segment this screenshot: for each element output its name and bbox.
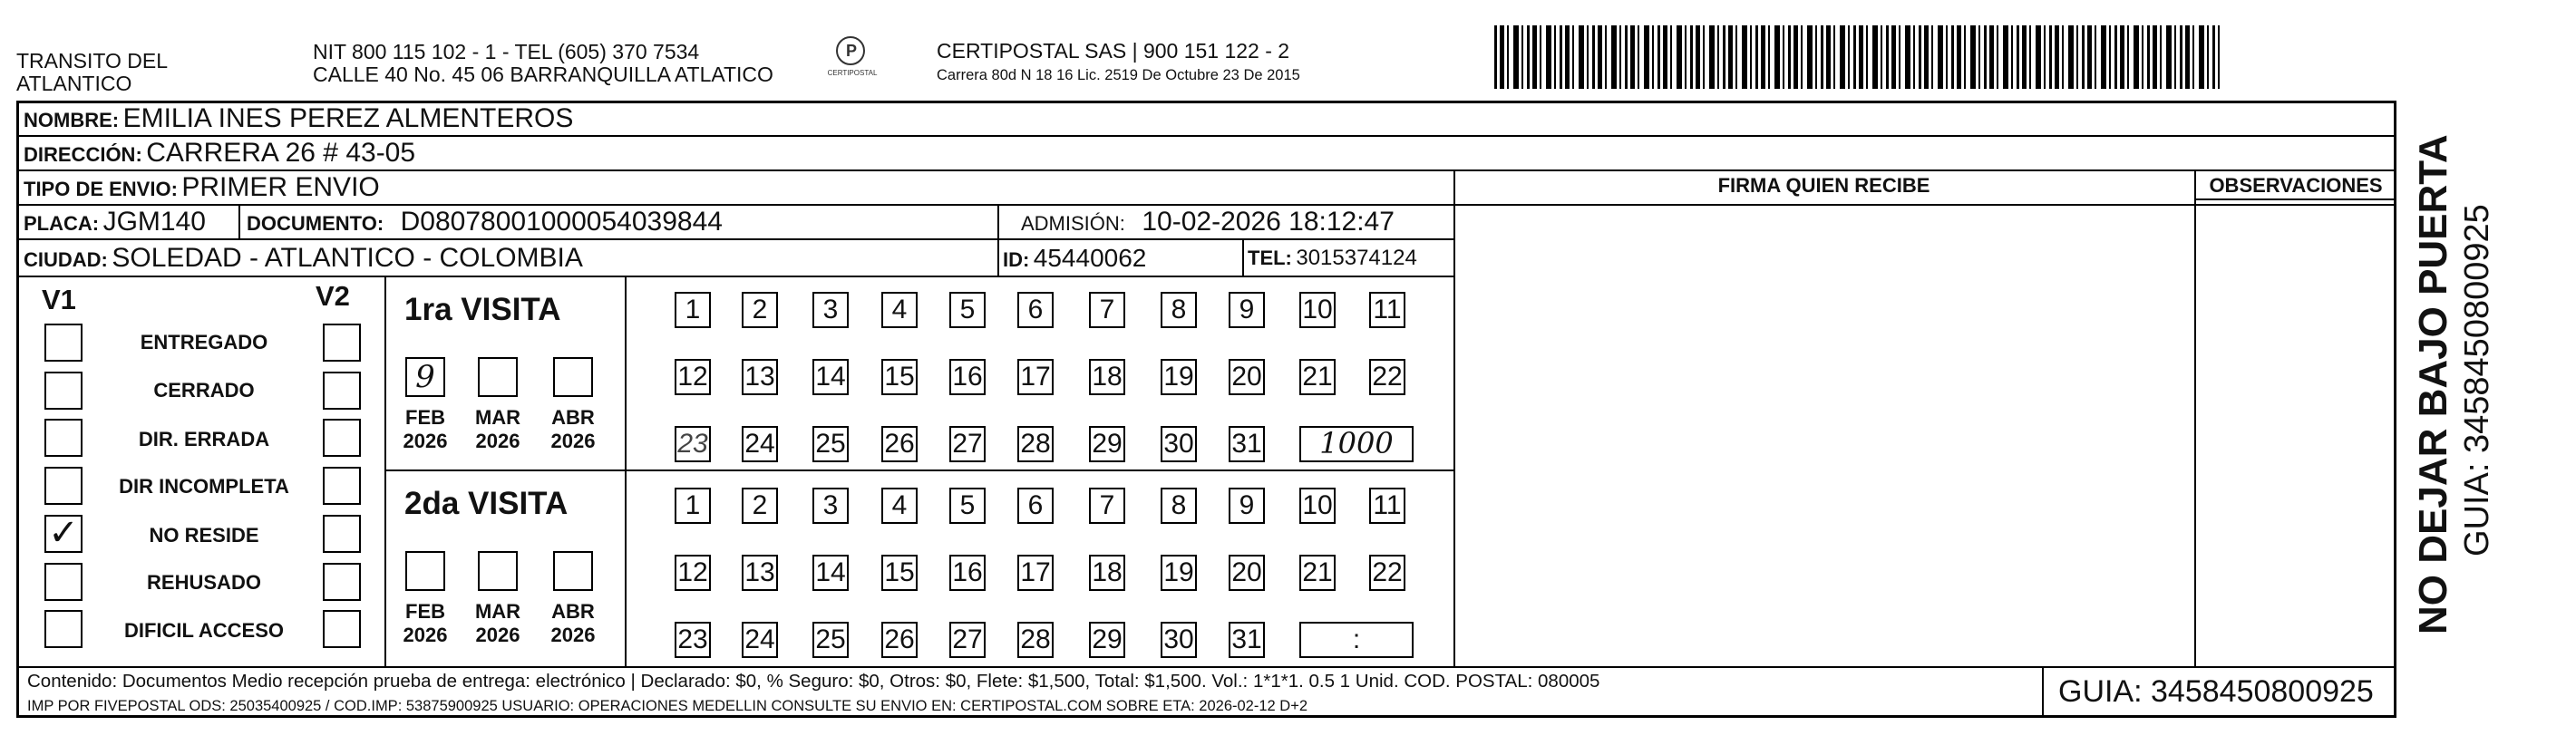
no-dejar-warning: NO DEJAR BAJO PUERTA — [2411, 134, 2455, 634]
id-value: 45440062 — [1033, 244, 1147, 272]
ciudad-value: SOLEDAD - ATLANTICO - COLOMBIA — [112, 243, 583, 273]
second-day-21[interactable]: 21 — [1299, 555, 1336, 591]
second-month-name: MAR — [474, 600, 521, 623]
first-day-17[interactable]: 17 — [1017, 359, 1054, 395]
first-day-22[interactable]: 22 — [1369, 359, 1405, 395]
nombre-value: EMILIA INES PEREZ ALMENTEROS — [122, 103, 574, 133]
v1-checkbox-dir-errada[interactable] — [44, 419, 83, 457]
first-day-18[interactable]: 18 — [1089, 359, 1125, 395]
v2-checkbox-no-reside[interactable] — [323, 515, 361, 553]
first-day-24[interactable]: 24 — [742, 426, 778, 462]
first-day-8[interactable]: 8 — [1161, 292, 1197, 328]
status-label-rehusado: REHUSADO — [147, 571, 261, 594]
second-day-24[interactable]: 24 — [742, 622, 778, 658]
first-day-19[interactable]: 19 — [1161, 359, 1197, 395]
first-day-1[interactable]: 1 — [675, 292, 711, 328]
v1-checkbox-rehusado[interactable] — [44, 563, 83, 601]
status-label-no-reside: NO RESIDE — [149, 524, 259, 547]
first-day-11[interactable]: 11 — [1369, 292, 1405, 328]
tipo-envio-field — [24, 172, 380, 208]
documento-field — [247, 207, 723, 242]
first-day-29[interactable]: 29 — [1089, 426, 1125, 462]
second-day-7[interactable]: 7 — [1089, 488, 1125, 524]
second-day-6[interactable]: 6 — [1017, 488, 1054, 524]
side-guia: GUIA: 3458450800925 — [2458, 204, 2496, 557]
first-month-year: 2026 — [475, 430, 520, 452]
direccion-value: CARRERA 26 # 43-05 — [146, 138, 416, 168]
nombre-field — [24, 103, 573, 139]
company-line: CERTIPOSTAL SAS | 900 151 122 - 2 — [937, 39, 1290, 63]
second-month-label-feb — [402, 600, 449, 647]
tipo-envio-label: TIPO DE ENVIO: — [24, 178, 178, 200]
second-visit-title: 2da VISITA — [404, 486, 569, 521]
first-month-label-abr — [549, 406, 597, 453]
second-day-5[interactable]: 5 — [949, 488, 986, 524]
first-day-20[interactable]: 20 — [1229, 359, 1265, 395]
second-month-label-mar — [474, 600, 521, 647]
second-day-31[interactable]: 31 — [1229, 622, 1265, 658]
issuer-name — [16, 50, 168, 95]
issuer-line-1: TRANSITO DEL — [16, 49, 168, 73]
second-day-18[interactable]: 18 — [1089, 555, 1125, 591]
firma-header: FIRMA QUIEN RECIBE — [1717, 174, 1930, 197]
second-time-field[interactable]: : — [1299, 622, 1414, 658]
first-day-5[interactable]: 5 — [949, 292, 986, 328]
first-month-name: FEB — [405, 406, 445, 429]
first-day-30[interactable]: 30 — [1161, 426, 1197, 462]
first-month-year: 2026 — [550, 430, 596, 452]
second-day-14[interactable]: 14 — [812, 555, 849, 591]
first-month-name: ABR — [551, 406, 595, 429]
first-day-31[interactable]: 31 — [1229, 426, 1265, 462]
documento-label: DOCUMENTO: — [247, 212, 384, 235]
second-day-22[interactable]: 22 — [1369, 555, 1405, 591]
second-day-11[interactable]: 11 — [1369, 488, 1405, 524]
first-day-26[interactable]: 26 — [881, 426, 918, 462]
issuer-contact — [313, 41, 773, 86]
first-day-3[interactable]: 3 — [812, 292, 849, 328]
second-day-1[interactable]: 1 — [675, 488, 711, 524]
first-day-15[interactable]: 15 — [881, 359, 918, 395]
second-day-25[interactable]: 25 — [812, 622, 849, 658]
v2-checkbox-dificil-acceso[interactable] — [323, 610, 361, 648]
second-day-28[interactable]: 28 — [1017, 622, 1054, 658]
second-day-29[interactable]: 29 — [1089, 622, 1125, 658]
v1-checkbox-dir-incompleta[interactable] — [44, 467, 83, 505]
second-day-27[interactable]: 27 — [949, 622, 986, 658]
admision-value: 10-02-2026 18:12:47 — [1142, 207, 1395, 237]
ciudad-field — [24, 243, 583, 278]
placa-label: PLACA: — [24, 212, 100, 235]
first-day-25[interactable]: 25 — [812, 426, 849, 462]
placa-field — [24, 207, 206, 242]
second-day-19[interactable]: 19 — [1161, 555, 1197, 591]
first-day-28[interactable]: 28 — [1017, 426, 1054, 462]
second-day-20[interactable]: 20 — [1229, 555, 1265, 591]
second-month-name: ABR — [551, 600, 595, 623]
license-line: Carrera 80d N 18 16 Lic. 2519 De Octubre 23 De 2015 — [937, 67, 1300, 83]
status-label-dir-incompleta: DIR INCOMPLETA — [119, 475, 289, 498]
tipo-envio-value: PRIMER ENVIO — [181, 172, 380, 202]
first-day-12[interactable]: 12 — [675, 359, 711, 395]
first-visit-title: 1ra VISITA — [404, 292, 561, 327]
second-month-label-abr — [549, 600, 597, 647]
second-day-30[interactable]: 30 — [1161, 622, 1197, 658]
second-day-17[interactable]: 17 — [1017, 555, 1054, 591]
nit-line: NIT 800 115 102 - 1 - TEL (605) 370 7534 — [313, 40, 700, 63]
first-month-checkbox-abr[interactable] — [553, 357, 593, 397]
v1-checkmark: ✓ — [48, 512, 79, 554]
certipostal-logo: P CERTIPOSTAL — [825, 36, 880, 78]
second-day-13[interactable]: 13 — [742, 555, 778, 591]
v2-checkbox-rehusado[interactable] — [323, 563, 361, 601]
contenido-line: Contenido: Documentos Medio recepción prueba de entrega: electrónico | Declarado: $0, % Seguro: $0, Otros: $0, Flete: $1,500, Total: $1,500. Vol.: 1*1*1. 0.5 1 Unid. COD. POSTAL: 080005 — [27, 671, 1600, 692]
first-day-14[interactable]: 14 — [812, 359, 849, 395]
second-day-16[interactable]: 16 — [949, 555, 986, 591]
v1-checkbox-dificil-acceso[interactable] — [44, 610, 83, 648]
tel-label: TEL: — [1248, 247, 1292, 269]
second-day-2[interactable]: 2 — [742, 488, 778, 524]
first-day-13[interactable]: 13 — [742, 359, 778, 395]
second-month-checkbox-abr[interactable] — [553, 551, 593, 591]
second-month-year: 2026 — [550, 624, 596, 646]
first-day-27[interactable]: 27 — [949, 426, 986, 462]
first-month-checkbox-mar[interactable] — [478, 357, 518, 397]
issuer-line-2: ATLANTICO — [16, 72, 132, 95]
second-month-checkbox-feb[interactable] — [405, 551, 445, 591]
second-month-year: 2026 — [475, 624, 520, 646]
first-month-year: 2026 — [403, 430, 448, 452]
first-day-21[interactable]: 21 — [1299, 359, 1336, 395]
barcode — [1494, 25, 2220, 89]
second-month-name: FEB — [405, 600, 445, 623]
status-label-dificil-acceso: DIFICIL ACCESO — [123, 619, 284, 642]
first-day-2[interactable]: 2 — [742, 292, 778, 328]
status-label-dir-errada: DIR. ERRADA — [138, 428, 270, 450]
status-label-entregado: ENTREGADO — [140, 331, 268, 353]
v1-checkbox-entregado[interactable] — [44, 324, 83, 362]
observaciones-header: OBSERVACIONES — [2209, 174, 2383, 197]
v1-label: V1 — [42, 284, 76, 315]
direccion-label: DIRECCIÓN: — [24, 143, 142, 166]
first-day-10[interactable]: 10 — [1299, 292, 1336, 328]
v2-checkbox-dir-errada[interactable] — [323, 419, 361, 457]
v2-checkbox-entregado[interactable] — [323, 324, 361, 362]
first-day-16[interactable]: 16 — [949, 359, 986, 395]
first-month-checkbox-feb[interactable] — [405, 357, 445, 397]
guia-box: GUIA: 3458450800925 — [2058, 674, 2374, 709]
second-day-26[interactable]: 26 — [881, 622, 918, 658]
v1-checkbox-cerrado[interactable] — [44, 372, 83, 410]
second-day-3[interactable]: 3 — [812, 488, 849, 524]
second-day-15[interactable]: 15 — [881, 555, 918, 591]
first-month-mark: 9 — [415, 359, 435, 395]
id-field — [1003, 243, 1146, 278]
first-day-7[interactable]: 7 — [1089, 292, 1125, 328]
admision-label: ADMISIÓN: — [1021, 212, 1125, 235]
signature-area[interactable] — [1455, 205, 2192, 665]
tel-value: 3015374124 — [1296, 246, 1417, 270]
first-day-6[interactable]: 6 — [1017, 292, 1054, 328]
v1-checkbox-no-reside[interactable] — [44, 512, 83, 554]
first-day-4[interactable]: 4 — [881, 292, 918, 328]
nombre-label: NOMBRE: — [24, 109, 120, 131]
v2-label: V2 — [316, 280, 350, 312]
v2-checkbox-cerrado[interactable] — [323, 372, 361, 410]
id-label: ID: — [1003, 248, 1030, 271]
tel-field — [1248, 243, 1417, 276]
second-month-checkbox-mar[interactable] — [478, 551, 518, 591]
second-day-23[interactable]: 23 — [675, 622, 711, 658]
first-day-9[interactable]: 9 — [1229, 292, 1265, 328]
first-time-field[interactable]: 1000 — [1299, 426, 1414, 462]
second-month-year: 2026 — [403, 624, 448, 646]
direccion-field — [24, 138, 415, 173]
imp-line: IMP POR FIVEPOSTAL ODS: 25035400925 / COD.IMP: 53875900925 USUARIO: OPERACIONES MEDELLIN CONSULTE SU ENVIO EN: CERTIPOSTAL.COM SOBRE ETA: 2026-02-12 D+2 — [27, 698, 1308, 714]
observations-area[interactable] — [2196, 200, 2395, 665]
second-day-4[interactable]: 4 — [881, 488, 918, 524]
second-day-10[interactable]: 10 — [1299, 488, 1336, 524]
carrier-info — [937, 40, 1300, 87]
first-month-name: MAR — [474, 406, 521, 429]
address-line: CALLE 40 No. 45 06 BARRANQUILLA ATLATICO — [313, 63, 773, 86]
documento-value: D08078001000054039844 — [400, 207, 723, 237]
first-day-23[interactable]: 23 — [675, 426, 711, 462]
second-day-12[interactable]: 12 — [675, 555, 711, 591]
admision-field — [1021, 207, 1395, 242]
second-day-8[interactable]: 8 — [1161, 488, 1197, 524]
second-day-9[interactable]: 9 — [1229, 488, 1265, 524]
first-month-label-feb — [402, 406, 449, 453]
placa-value: JGM140 — [102, 207, 206, 237]
ciudad-label: CIUDAD: — [24, 248, 108, 271]
v2-checkbox-dir-incompleta[interactable] — [323, 467, 361, 505]
status-label-cerrado: CERRADO — [153, 379, 255, 402]
first-month-label-mar — [474, 406, 521, 453]
